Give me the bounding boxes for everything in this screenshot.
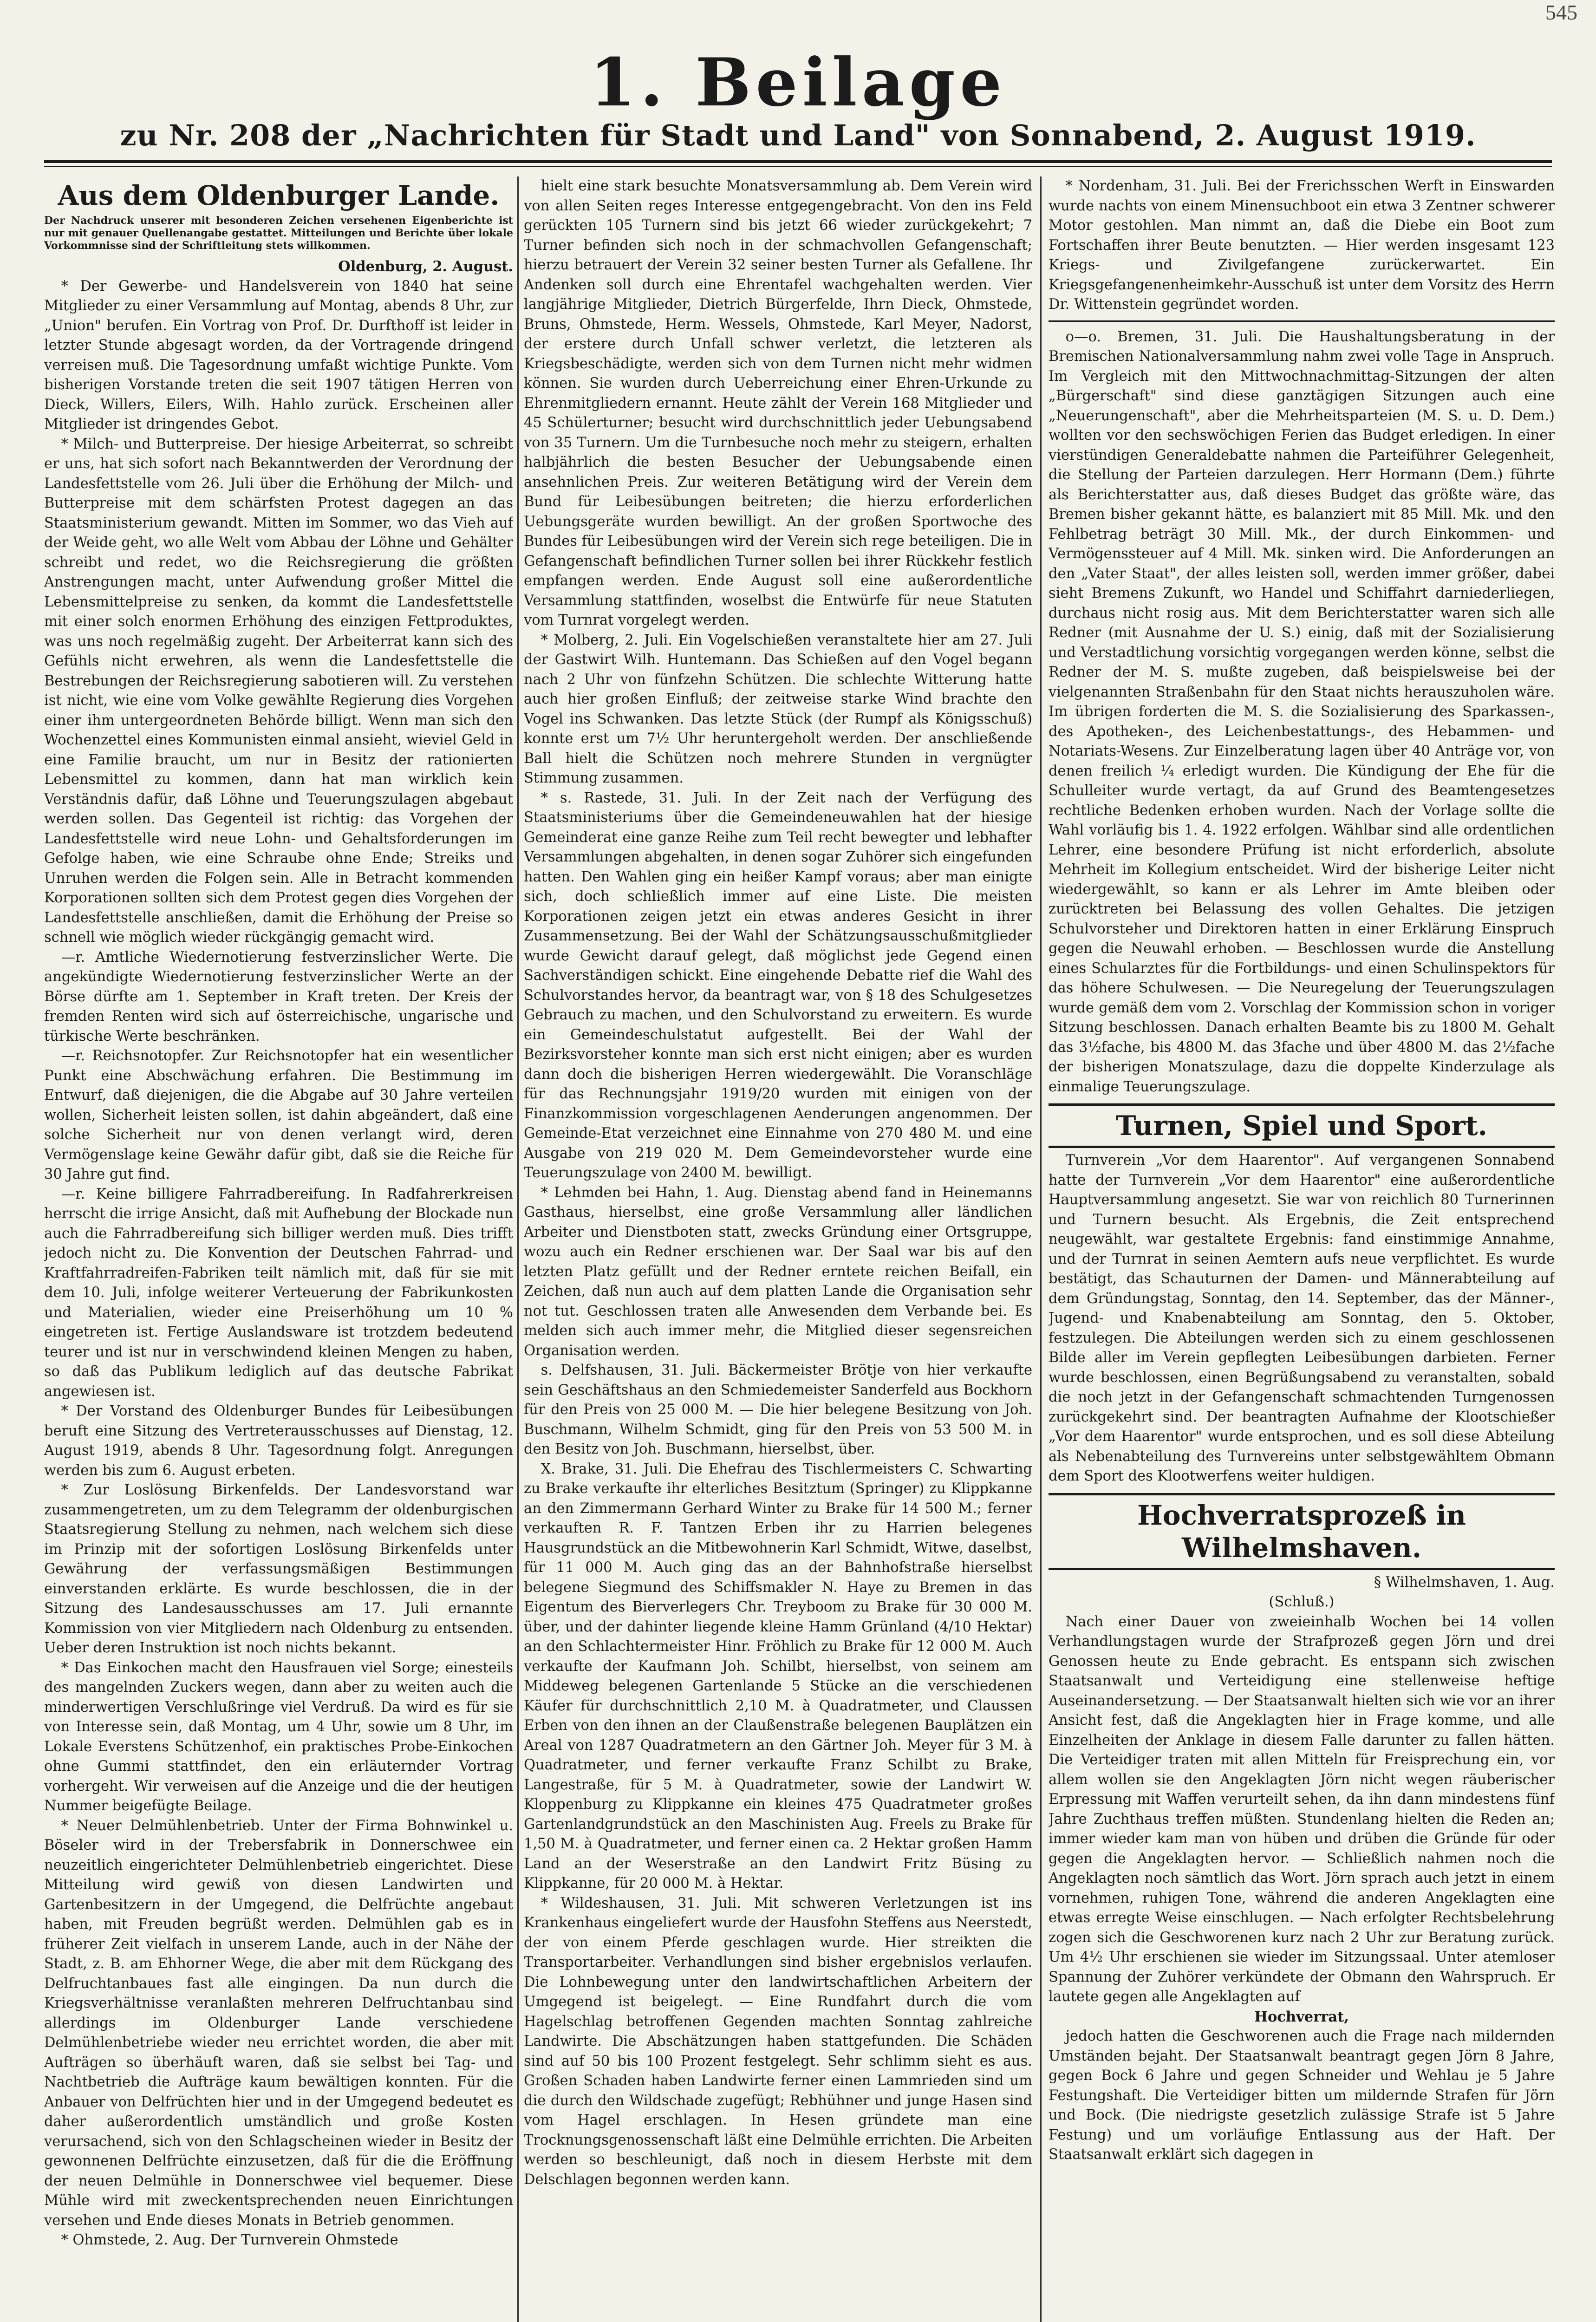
trial-dateline: § Wilhelmshaven, 1. Aug. — [1374, 1574, 1555, 1591]
column-1 — [44, 176, 513, 2322]
article-paragraph: —r. Reichsnotopfer. Zur Reichsnotopfer hat ein wesentlicher Punkt eine Abschwächung erfahren. Die Bestimmung im Entwurf, daß diejenigen, die die Abgabe auf 30 Jahre verteilen wollen, Sicherheit leisten sollen, ist dahin abgeändert, daß eine solche Sicherheit nur von denen verlangt wird, deren Vermögenslage keine Gewähr dafür gibt, daß sie die Reiche für 30 Jahre gut find. — [44, 1048, 513, 1182]
article-paragraph: X. Brake, 31. Juli. Die Ehefrau des Tischlermeisters C. Schwarting zu Brake verkaufte ihr elterliches Besitztum (Springer) zu Klippkanne an den Zimmermann Gerhard Winter zu Brake für 14 500 M.; ferner verkauften R. F. Tantzen Erben ihr zu Harrien belegenes Hausgrundstück an die Mitbewohnerin Karl Schmidt, Witwe, daselbst, für 11 000 M. Auch ging das an der Bahnhofstraße hierselbst belegene Siegmund des Schiffsmakler N. Haye zu Bremen in das Eigentum des Bierverlegers Chr. Treyboom zu Brake für 30 000 M. über, und der dahinter liegende kleine Hamm Grünland (4/10 Hektar) an den Schlachtermeister Hinr. Fröhlich zu Brake für 12 000 M. Auch verkaufte der Kaufmann Joh. Schilbt, hierselbst, von seinem am Middeweg belegenen Gartenlande 5 Stücke an die verschiedenen Käufer für durchschnittlich 2,10 M. à Quadratmeter, und Claussen Erben von den ihnen an der Claußenstraße belegenen Bauplätzen ein Areal von 1287 Quadratmetern an den Gärtner Joh. Meyer für 3 M. à Quadratmeter, und ferner verkaufte Franz Schilbt zu Brake, Langestraße, für 5 M. à Quadratmeter, sowie der Landwirt W. Kloppenburg zu Klippkanne ein kleines 475 Quadratmeter großes Gartenlandgrundstück an den Maschinisten Aug. Freels zu Brake für 1,50 M. à Quadratmeter, und ferner einen ca. 2 Hektar großen Hamm Land an der Weserstraße an den Landwirt Fritz Büsing zu Klippkanne, für 20 000 M. à Hektar. — [524, 1461, 1032, 1892]
article-divider — [1049, 320, 1555, 322]
article-paragraph: * Molberg, 2. Juli. Ein Vogelschießen veranstaltete hier am 27. Juli der Gastwirt Wilh. Huntemann. Das Schießen auf den Vogel begann nach 2 Uhr von fünfzehn Schützen. Die schlechte Witterung hatte auch hier großen Einfluß; der zeitweise starke Wind brachte den Vogel ins Schwanken. Das letzte Stück (der Rumpf als Königsschuß) konnte erst um 7½ Uhr heruntergeholt werden. Der anschließende Ball hielt die Schützen noch mehrere Stunden in vergnügter Stimmung zusammen. — [524, 632, 1032, 786]
article-paragraph: * Zur Loslösung Birkenfelds. Der Landesvorstand war zusammengetreten, um zu dem Telegramm der oldenburgischen Staatsregierung Stellung zu nehmen, nach welchem sich diese im Prinzip mit der sofortigen Loslösung Birkenfelds unter Gewährung der verfassungsmäßigen Bestimmungen einverstanden erklärte. Es wurde beschlossen, die in der Sitzung des Landesausschusses am 17. Juli ernannte Kommission von vier Mitgliedern nach Oldenburg zu entsenden. Ueber deren Instruktion ist noch nichts bekannt. — [44, 1482, 513, 1656]
article-paragraph: * Der Gewerbe- und Handelsverein von 1840 hat seine Mitglieder zu einer Versammlung auf Montag, abends 8 Uhr, zur „Union" berufen. Ein Vortrag von Prof. Dr. Durfthoff ist leider in letzter Stunde abgesagt worden, da der Vortragende dringend verreisen muß. Die Tagesordnung umfaßt wichtige Punkte. Vom bisherigen Vorstande treten die seit 1907 tätigen Herren von Dieck, Willers, Eilers, Wilh. Hahlo zurück. Erscheinen aller Mitglieder ist dringendes Gebot. — [44, 278, 513, 432]
column-divider-2 — [1040, 176, 1042, 2322]
dateline: Oldenburg, 2. August. — [338, 258, 513, 275]
article-paragraph: * Wildeshausen, 31. Juli. Mit schweren Verletzungen ist ins Krankenhaus eingeliefert wurde der Hausfohn Steffens aus Neerstedt, der von einem Pferde geschlagen wurde. Hier streikten die Transportarbeiter. Verhandlungen sind bisher ergebnislos verlaufen. Die Lohnbewegung unter den landwirtschaftlichen Arbeitern der Umgegend ist beigelegt. — Eine Rundfahrt durch die vom Hagelschlag betroffenen Gegenden machten Sonntag zahlreiche Landwirte. Die Abschätzungen haben stattgefunden. Die Schäden sind auf 50 bis 100 Prozent festgelegt. Sehr schlimm sieht es aus. Großen Schaden haben Landwirte ferner einen Lammrieden sind um die durch den Wildschade zugefügt; Rebhühner und junge Hasen sind vom Hagel erschlagen. In Hesen gründete man eine Trocknungsgenossenschaft läßt eine Delmühle errichten. Die Arbeiten werden so beschleunigt, daß noch in diesem Herbste mit dem Delschlagen begonnen werden kann. — [524, 1895, 1032, 2188]
page-number: 545 — [1545, 0, 1577, 24]
column-2 — [524, 176, 1032, 2322]
article-paragraph: —r. Keine billigere Fahrradbereifung. In Radfahrerkreisen herrscht die irrige Ansicht, daß mit Aufhebung der Blockade nun auch die Fahrradbereifung sich billiger werden muß. Dies trifft jedoch nicht zu. Die Konvention der Deutschen Fahrrad- und Kraftfahrradreifen-Fabriken teilt nämlich mit, daß für sie mit dem 10. Juli, infolge weiterer Verteuerung der Fabrikunkosten und Materialien, wieder eine Preiserhöhung um 10 % eingetreten ist. Fertige Auslandsware ist trotzdem bedeutend teurer und ist nur in verschwindend kleinen Mengen zu haben, so daß das Publikum lediglich auf das deutsche Fabrikat angewiesen ist. — [44, 1186, 513, 1400]
article-paragraph: * Der Vorstand des Oldenburger Bundes für Leibesübungen beruft eine Sitzung des Vertreterausschusses auf Dienstag, 12. August 1919, abends 8 Uhr. Tagesordnung folgt. Anregungen werden bis zum 6. August erbeten. — [44, 1403, 513, 1479]
section-note: Der Nachdruck unserer mit besonderen Zeichen versehenen Eigenberichte ist nur mit genauer Quellenangabe gestattet. Mitteilungen und Berichte über lokale Vorkommnisse sind der Schriftleitung stets willkommen. — [44, 215, 513, 252]
article-paragraph: * Lehmden bei Hahn, 1. Aug. Dienstag abend fand in Heinemanns Gasthaus, hierselbst, eine große Versammlung aller ländlichen Arbeiter und Dienstboten statt, zwecks Gründung einer Ortsgruppe, wozu auch ein Redner erschienen war. Der Saal war bis auf den letzten Platz gefüllt und der Redner erntete reichen Beifall, ein Zeichen, daß nun auch auf dem platten Lande die Organisation sehr not tut. Geschlossen traten alle Anwesenden dem Verbande bei. Es melden sich auch immer mehr, die Mitglied dieser segensreichen Organisation werden. — [524, 1184, 1032, 1359]
section-title-trial: Hochverratsprozeß in Wilhelmshaven. — [1049, 1493, 1555, 1570]
article-paragraph: * s. Rastede, 31. Juli. In der Zeit nach der Verfügung des Staatsministeriums über die Gemeindeneuwahlen hat der hiesige Gemeinderat eine ganze Reihe zum Teil recht bewegter und lebhafter Versammlungen abgehalten, in denen sogar Zuhörer sich eingefunden hatten. Den Wahlen ging ein heißer Kampf voraus; aber man einigte sich, doch schließlich immer auf eine Liste. Die meisten Korporationen zeigen jetzt ein etwas anderes Gesicht in ihrer Zusammensetzung. Bei der Wahl der Schätzungsausschußmitglieder wurde Gewicht darauf gelegt, daß möglichst jede Gegend einen Sachverständigen schickt. Eine eingehende Debatte rief die Wahl des Schulvorstandes hervor, da beantragt war, von § 18 des Schulgesetzes Gebrauch zu machen, und den Schulvorstand zu erweitern. Es wurde ein Gemeindeschulstatut aufgestellt. Bei der Wahl der Bezirksvorsteher konnte man sich erst nicht einigen; aber es wurden dann doch die bisherigen Herren wiedergewählt. Die Voranschläge für das Rechnungsjahr 1919/20 wurden mit einigen von der Finanzkommission vorgeschlagenen Aenderungen angenommen. Der Gemeinde-Etat verzeichnet eine Einnahme von 270 480 M. und eine Ausgabe von 219 020 M. Dem Gemeindevorsteher wurde eine Teuerungszulage von 2400 M. bewilligt. — [524, 789, 1032, 1181]
article-paragraph: * Ohmstede, 2. Aug. Der Turnverein Ohmstede — [61, 2232, 398, 2248]
column-3 — [1049, 176, 1555, 2322]
supplement-subtitle: zu Nr. 208 der „Nachrichten für Stadt und Land" von Sonnabend, 2. August 1919. — [120, 118, 1476, 152]
header-rule — [44, 160, 1552, 163]
column-divider-1 — [517, 176, 519, 2322]
article-paragraph: —r. Amtliche Wiedernotierung festverzinslicher Werte. Die angekündigte Wiedernotierung festverzinslicher Werte an der Börse dürfte am 1. September in Kraft treten. Der Kreis der fremden Renten wird sich auf österreichische, ungarische und türkische Werte beschränken. — [44, 949, 513, 1044]
verdict-word: Hochverrat, — [1254, 2008, 1349, 2025]
supplement-title: 1. Beilage — [589, 44, 1007, 121]
article-paragraph: jedoch hatten die Geschworenen auch die Frage nach mildernden Umständen bejaht. Der Staatsanwalt beantragt gegen Jörn 8 Jahre, gegen Bock 6 Jahre und gegen Schneider und Wehlau je 5 Jahre Festungshaft. Die Verteidiger bitten um mildernde Strafen für Jörn und Bock. (Die niedrigste gesetzlich zulässige Strafe ist 5 Jahre Festung) und um vorläufige Entlassung aus der Haft. Der Staatsanwalt erklärt sich dagegen in — [1049, 2028, 1555, 2163]
article-paragraph: * Nordenham, 31. Juli. Bei der Frerichsschen Werft in Einswarden wurde nachts von einem Minensuchboot ein etwa 3 Zentner schwerer Motor gestohlen. Man nimmt an, daß die Diebe ein Boot zum Fortschaffen ihrer Beute benutzten. — Hier werden insgesamt 123 Kriegs- und Zivilgefangene zurückerwartet. Ein Kriegsgefangenenheimkehr-Ausschuß ist unter dem Vorsitz des Herrn Dr. Wittenstein gegründet worden. — [1049, 178, 1555, 313]
article-paragraph: o—o. Bremen, 31. Juli. Die Haushaltungsberatung in der Bremischen Nationalversammlung nahm zwei volle Tage in Anspruch. Im Vergleich mit den Mittwochnachmittag-Sitzungen der alten „Bürgerschaft" sind diese ganztägigen Sitzungen auch eine „Neuerungenschaft", aber die Mehrheitsparteien (M. S. u. D. Dem.) wollten vor den sechswöchigen Ferien das Budget erledigen. In einer vierstündigen Generaldebatte nahmen die Parteiführer Gelegenheit, die Stellung der Parteien darzulegen. Herr Hormann (Dem.) führte als Berichterstatter aus, daß dieses Budget das größte wäre, das Bremen bisher gekannt hätte, es balanziert mit 85 Mill. Mk. und den Fehlbetrag beträgt 30 Mill. Mk., der durch Einkommen- und Vermögenssteuer auf 4 Mill. Mk. sinken wird. Die Anforderungen an den „Vater Staat", der alles leisten soll, werden immer größer, dabei sieht Bremens Zukunft, wo Handel und Schiffahrt darniederliegen, durchaus nicht rosig aus. Mit dem Berichterstatter waren sich alle Redner (mit Ausnahme der U. S.) einig, daß mit der Sozialisierung und Verstadtlichung vorsichtig vorgegangen werden könne, selbst die Redner der M. S. mußte zugeben, daß beispielsweise bei der vielgenannten Straßenbahn für den Staat nichts herauszuholen wäre. Im übrigen forderten die M. S. die Sozialisierung des Sparkassen-, des Apotheken-, des Leichenbestattungs-, des Hebammen- und Notariats-Wesens. Zur Einzelberatung lagen über 40 Anträge vor, von denen freilich ¼ erledigt wurden. Die Kündigung der Ehe für die Schulleiter wurde vertagt, da auf Grund des Beamtengesetzes rechtliche Bedenken erhoben wurden. Nach der Vorlage sollte die Wahl vorläufig bis 1. 4. 1922 erfolgen. Wählbar sind alle ordentlichen Lehrer, eine besondere Prüfung ist nicht erforderlich, absolute Mehrheit im Kollegium entscheidet. Wird der bisherige Leiter nicht wiedergewählt, so kann er als Lehrer im Amte bleiben oder zurücktreten bei Belassung des vollen Gehaltes. Die jetzigen Schulvorsteher und Direktoren hatten in einer Erklärung Einspruch gegen die Neuwahl erhoben. — Beschlossen wurde die Anstellung eines Schularztes für die Fortbildungs- und einen Schulinspektors für das höhere Schulwesen. — Die Neuregelung der Teuerungszulagen wurde gemäß dem vom 2. Vorschlag der Kommission schon in voriger Sitzung beschlossen. Danach erhalten Beamte bis zu 1800 M. Gehalt das 3½fache, bis 4800 M. das 3fache und über 4800 M. das 2½fache der bisherigen Monatszulage, dazu die doppelte Kinderzulage als einmalige Teuerungszulage. — [1049, 328, 1555, 1095]
section-title-oldenburg: Aus dem Oldenburger Lande. — [58, 180, 500, 211]
trial-continuation: (Schluß.) — [1269, 1594, 1335, 1610]
article-paragraph: * Das Einkochen macht den Hausfrauen viel Sorge; einesteils des mangelnden Zuckers wegen, dann aber zu weiten auch die minderwertigen Verschlußringe viel Verdruß. Da wird es für sie von Interesse sein, daß Montag, um 4 Uhr, sowie um 8 Uhr, im Lokale Everstens Schützenhof, ein praktisches Probe-Einkochen ohne Gummi stattfindet, den ein erläuternder Vortrag vorhergeht. Wir verweisen auf die Anzeige und die der heutigen Nummer beigefügte Beilage. — [44, 1659, 513, 1814]
section-title-sport: Turnen, Spiel und Sport. — [1049, 1103, 1555, 1148]
article-paragraph: s. Delfshausen, 31. Juli. Bäckermeister Brötje von hier verkaufte sein Geschäftshaus an den Schmiedemeister Sanderfeld aus Bockhorn für den Preis von 25 000 M. — Die hier belegene Besitzung von Joh. Buschmann, Wilhelm Schmidt, ging für den Preis von 53 500 M. in den Besitz von Joh. Buschmann, hierselbst, über. — [524, 1362, 1032, 1457]
article-paragraph: Nach einer Dauer von zweieinhalb Wochen bei 14 vollen Verhandlungstagen wurde der Strafprozeß gegen Jörn und drei Genossen heute zu Ende gebracht. Es entspann sich zwischen Staatsanwalt und Verteidigung eine stellenweise heftige Auseinandersetzung. — Der Staatsanwalt hielten sich wie vor an ihrer Ansicht fest, daß die Angeklagten hier in Frage komme, und alle Einzelheiten der Anklage in diesem Falle darunter zu fallen hätten. Die Verteidiger traten mit allen Mitteln für Freisprechung ein, vor allem wollen sie den Angeklagten Jörn nicht wegen räuberischer Erpressung mit Waffen verurteilt sehen, da ihn dann mindestens fünf Jahre Zuchthaus treffen müßten. Stundenlang hielten die Reden an; immer wieder kam man von hüben und drüben die Gründe für oder gegen die Angeklagten hervor. — Schließlich nahmen noch die Angeklagten noch sämtlich das Wort. Jörn sprach auch jetzt in einem vornehmen, ruhigen Tone, während die anderen Angeklagten eine etwas erregte Weise einschlugen. — Nach erfolgter Rechtsbelehrung zogen sich die Geschworenen kurz nach 2 Uhr zur Beratung zurück. Um 4½ Uhr erschienen sie wieder im Sitzungssaal. Unter atemloser Spannung der Zuhörer verkündete der Obmann den Wahrspruch. Er lautete gegen alle Angeklagten auf — [1049, 1613, 1555, 2005]
article-paragraph: hielt eine stark besuchte Monatsversammlung ab. Dem Verein wird von allen Seiten reges Interesse entgegengebracht. Von den ins Feld gerückten 105 Turnern sind bis jetzt 66 wieder zurückgekehrt; 7 Turner befinden sich noch in der schmachvollen Gefangenschaft; hierzu betrauert der Verein 32 seiner besten Turner als Gefallene. Ihr Andenken soll durch eine Ehrentafel wachgehalten werden. Vier langjährige Mitglieder, Dietrich Bürgerfelde, Ihrn Dieck, Ohmstede, Bruns, Ohmstede, Herm. Wessels, Ohmstede, Karl Meyer, Nadorst, der erstere durch Unfall schwer verletzt, die letzteren als Kriegsbeschädigte, werden sich von dem Turnen nicht mehr widmen können. Sie wurden durch Ueberreichung einer Ehren-Urkunde zu Ehrenmitgliedern ernannt. Heute zählt der Verein 168 Mitglieder und 45 Schülerturner; besucht wird durchschnittlich jeder Uebungsabend von 35 Turnern. Um die Turnbesuche noch mehr zu steigern, erhalten halbjährlich die besten Besucher der Uebungsabende einen ansehnlichen Preis. Zur weiteren Betätigung wird der Verein dem Bund für Leibesübungen beitreten; die hierzu erforderlichen Uebungsgeräte wurden bewilligt. An der großen Sportwoche des Bundes für Leibesübungen wird der Verein sich rege beteiligen. Die in Gefangenschaft befindlichen Turner sollen bei ihrer Rückkehr festlich empfangen werden. Ende August soll eine außerordentliche Versammlung stattfinden, woselbst die Entwürfe für neue Statuten vom Turnrat vorgelegt werden. — [524, 178, 1032, 628]
article-paragraph: * Milch- und Butterpreise. Der hiesige Arbeiterrat, so schreibt er uns, hat sich sofort nach Bekanntwerden der Verordnung der Landesfettstelle vom 26. Juli über die Erhöhung der Milch- und Butterpreise mit dem schärfsten Protest dagegen an das Staatsministerium gewandt. Mitten im Sommer, wo das Vieh auf der Weide geht, wo alle Welt vom Abbau der Löhne und Gehälter schreibt und redet, wo die Reichsregierung die größten Anstrengungen macht, unter Aufwendung großer Mittel die Lebensmittelpreise zu senken, da kommt die Landesfettstelle mit einer solch enormen Erhöhung des einzigen Fettproduktes, was uns noch regelmäßig zugeht. Der Arbeiterrat kann sich des Gefühls nicht erwehren, als wenn die Landesfettstelle die Bestrebungen der Reichsregierung sabotieren will. Zu verstehen ist nicht, wie eine vom Volke gewählte Regierung dies Vorgehen einer ihm untergeordneten Behörde billigt. Wenn man sich den Wochenzettel eines Kommunisten einmal ansieht, wieviel Geld in eine Familie braucht, um nur in Besitz der rationierten Lebensmittel zu kommen, dann hat man wirklich kein Verständnis dafür, daß Löhne und Teuerungszulagen abgebaut werden sollen. Das Gegenteil ist richtig: das Vorgehen der Landesfettstelle wird neue Lohn- und Gehaltsforderungen im Gefolge haben, wie eine Schraube ohne Ende; Streiks und Unruhen werden die Folgen sein. Alle in Betracht kommenden Korporationen sollten sich dem Protest gegen dies Vorgehen der Landesfettstelle anschließen, damit die Erhöhung der Preise so schnell wie möglich wieder rückgängig gemacht wird. — [44, 436, 513, 946]
header-rule-thin — [44, 166, 1552, 167]
article-paragraph: * Neuer Delmühlenbetrieb. Unter der Firma Bohnwinkel u. Böseler wird in der Trebersfabrik in Donnerschwee ein neuzeitlich eingerichteter Delmühlenbetrieb eingerichtet. Diese Mitteilung wird gewiß von diesen Landwirten und Gartenbesitzern in der Umgegend, die Delfrüchte angebaut haben, mit Freuden begrüßt werden. Delmühlen gab es in früherer Zeit vielfach in unserem Lande, auch in der Nähe der Stadt, z. B. am Ehhorner Wege, die aber mit dem Rückgang des Delfruchtanbaues fast alle eingingen. Da nun durch die Kriegsverhältnisse veranlaßten mehreren Delfruchtanbau sind allerdings im Oldenburger Lande verschiedene Delmühlenbetriebe wieder neu errichtet worden, die aber mit Aufträgen so überhäuft waren, daß sie selbst bei Tag- und Nachtbetrieb die Aufträge kaum bewältigen konnten. Für die Anbauer von Delfrüchten hier und in der Umgegend bedeutet es daher außerordentlich umständlich und große Kosten verursachend, sich von den Schlagscheinen wieder in Besitz der gewonnenen Delfrüchte einzusetzen, daß für die die Eröffnung der neuen Delmühle in Donnerschwee viel bequemer. Diese Mühle wird mit zweckentsprechenden neuen Einrichtungen versehen und Ende dieses Monats in Betrieb genommen. — [44, 1817, 513, 2229]
article-paragraph: Turnverein „Vor dem Haarentor". Auf vergangenen Sonnabend hatte der Turnverein „Vor dem Haarentor" eine außerordentliche Hauptversammlung angesetzt. Sie war von reichlich 80 Turnerinnen und Turnern besucht. Als Ergebnis, die Zeit entsprechend neugewählt, war gestaltete Ergebnis: fand einstimmige Annahme, und der Turnrat in seinen Aemtern aufs neue verpflichtet. Es wurde bestätigt, das Schauturnen der Damen- und Männerabteilung auf dem Gründungstag, Sonntag, den 14. September, das der Männer-, Jugend- und Knabenabteilung am Sonntag, den 5. Oktober, festzulegen. Die Abteilungen werden sich zu einem geschlossenen Bilde aller im Verein gepflegten Leibesübungen darbieten. Ferner wurde beschlossen, einen Begrüßungsabend zu veranstalten, sobald die noch jetzt in der Gefangenschaft schmachtenden Turngenossen zurückgekehrt sind. Der beantragten Aufnahme der Klootschießer „Vor dem Haarentor" wurde entsprochen, und es soll diese Abteilung als Nebenabteilung des Turnvereins unter selbstgewähltem Obmann dem Sport des Klootwerfens weiter huldigen. — [1049, 1152, 1555, 1484]
